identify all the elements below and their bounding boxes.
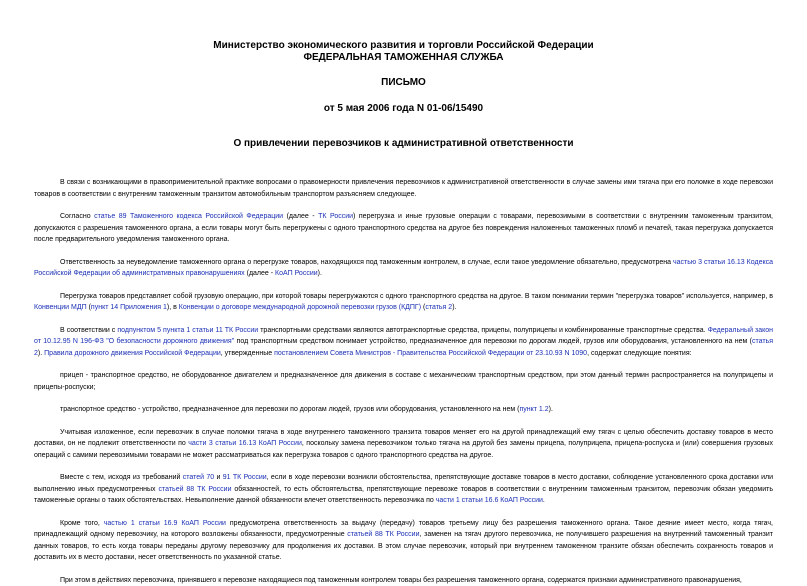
paragraph-text: , если в ходе перевозки возникли обстоятельства, препятствующие доставке товаров в место доставки, соблюдение установленного срока доставки или выполнению иных предусмотренных <box>34 474 773 493</box>
paragraph <box>34 177 773 200</box>
law-reference-link[interactable]: частью 3 статьи 16.13 Кодекса Российской Федерации об административных правонарушениях <box>34 259 773 278</box>
law-reference-link[interactable]: Конвенции МДП <box>34 304 87 311</box>
paragraph <box>34 575 773 586</box>
paragraph-text: , утвержденные <box>221 350 274 357</box>
paragraph-text: ). <box>452 304 456 311</box>
paragraph-text: прицеп - транспортное средство, не оборудованное двигателем и предназначенное для движения в составе с механическим транспортным средством, при этом данный термин распространяется на полуприцепы и прицепы-роспуски; <box>34 372 773 391</box>
paragraph-text: Перегрузка товаров представляет собой грузовую операцию, при которой товары перегружаются с одного транспортного средства на другое. В таком понимании термин "перегрузка товаров" используется, например, в <box>60 293 773 300</box>
document-date-number: от 5 мая 2006 года N 01-06/15490 <box>34 103 773 115</box>
paragraph <box>34 257 773 280</box>
paragraph-text: транспортными средствами являются автотранспортные средства, прицепы, полуприцепы и комбинированные транспортные средства. <box>258 327 707 334</box>
paragraph-text: , поскольку замена перевозчиком только тягача на другой без замены прицепа, полуприцепа, прицепа-роспуска и (или) совершения грузовых операций с самими перевозимыми товарами не может рассматриваться как перегрузка товаров с одного транспортного средства на другое. <box>34 440 773 459</box>
paragraph <box>34 325 773 360</box>
paragraph-text: ), в <box>167 304 179 311</box>
ministry-name: Министерство экономического развития и торговли Российской Федерации <box>34 40 773 52</box>
paragraph <box>34 404 773 416</box>
document-page <box>34 0 773 586</box>
paragraph-text: Согласно <box>60 213 94 220</box>
paragraph-text: В соответствии с <box>60 327 117 334</box>
paragraph-text: , заменен на тягач другого перевозчика, не получившего разрешения на внутренний таможенный транзит данных товаров, то есть когда товары переданы другому перевозчику для продолжения их доставки. В этом случае перевозчик, который при внутреннем таможенном транзите обязан обеспечить сохранность товаров и доставить их в место доставки, несет ответственность по указанной статье. <box>34 531 773 561</box>
document-type: ПИСЬМО <box>34 77 773 89</box>
paragraph-text: Кроме того, <box>60 520 104 527</box>
paragraph <box>34 427 773 462</box>
paragraph-text: Ответственность за неуведомление таможенного органа о перегрузке товаров, находящихся под таможенным контролем, в случае, если такое уведомление обязательно, предусмотрена <box>60 259 673 266</box>
law-reference-link[interactable]: пункт 14 Приложения 1 <box>91 304 167 311</box>
law-reference-link[interactable]: Правила дорожного движения Российской Федерации <box>44 350 221 357</box>
paragraph-text: ). <box>549 406 553 413</box>
law-reference-link[interactable]: пункт 1.2 <box>519 406 548 413</box>
paragraph-text: , содержат следующие понятия: <box>587 350 692 357</box>
paragraph-text: и <box>214 474 223 481</box>
service-name: ФЕДЕРАЛЬНАЯ ТАМОЖЕННАЯ СЛУЖБА <box>34 52 773 64</box>
law-reference-link[interactable]: части 3 статьи 16.13 КоАП России <box>188 440 302 447</box>
law-reference-link[interactable]: ТК России <box>318 213 353 220</box>
paragraph-text: В связи с возникающими в правоприменительной практике вопросами о правомерности привлечения перевозчиков к административной ответственности в случае замены ими тягача при его поломке в ходе перевозки товаров в соответствии с внутренним таможенным транзитом автомобильным транспортом разъясняем следующее. <box>34 179 773 198</box>
law-reference-link[interactable]: подпунктом 5 пункта 1 статьи 11 ТК России <box>117 327 258 334</box>
law-reference-link[interactable]: статьей 88 ТК России <box>158 486 231 493</box>
paragraph-text: (далее - <box>283 213 318 220</box>
paragraph-text: ). <box>318 270 322 277</box>
paragraph-text: обязанностей, то есть обстоятельства, препятствующие перевозке товаров в соответствии с внутренним таможенным транзитом, перевозчик обязан уведомить таможенные органы о таких обстоятельствах. Невыполнение данной обязанности влечет ответственность перевозчика по <box>34 486 773 505</box>
paragraph-text: ( <box>87 304 91 311</box>
document-header <box>34 40 773 150</box>
law-reference-link[interactable]: статья 2 <box>425 304 452 311</box>
document-subject: О привлечении перевозчиков к административной ответственности <box>34 138 773 150</box>
law-reference-link[interactable]: частью 1 статьи 16.9 КоАП России <box>104 520 226 527</box>
paragraph-text: ( <box>421 304 425 311</box>
paragraph-text: под транспортным средством понимает устройство, предназначенное для перевозки по дорогам людей, грузов или оборудования, установленного на нем ( <box>234 338 752 345</box>
paragraph <box>34 211 773 246</box>
law-reference-link[interactable]: постановлением Совета Министров - Правительства Российской Федерации от 23.10.93 N 1090 <box>274 350 587 357</box>
law-reference-link[interactable]: статье 89 Таможенного кодекса Российской Федерации <box>94 213 283 220</box>
paragraph-text: (далее - <box>245 270 275 277</box>
law-reference-link[interactable]: статья 2 <box>34 338 773 357</box>
law-reference-link[interactable]: Федеральный закон от 10.12.95 N 196-ФЗ "О безопасности дорожного движения" <box>34 327 773 346</box>
paragraph-text: При этом в действиях перевозчика, принявшего к перевозке находящиеся под таможенным контролем товары без разрешения таможенного органа, содержатся признаки административного правонарушения, <box>60 577 742 584</box>
paragraph-text: транспортное средство - устройство, предназначенное для перевозки по дорогам людей, грузов или оборудования, установленного на нем ( <box>60 406 519 413</box>
document-body <box>34 177 773 586</box>
paragraph <box>34 291 773 314</box>
paragraph-text: предусмотрена ответственность за выдачу (передачу) товаров третьему лицу без разрешения таможенного органа. Такое деяние имеет место, когда тягач, принадлежащий одному перевозчику, на которого возложены обязанности, предусмотренные <box>34 520 773 539</box>
paragraph-text: Учитывая изложенное, если перевозчик в случае поломки тягача в ходе внутреннего таможенного транзита товаров меняет его на другой принадлежащий ему тягач с целью обеспечить доставку товаров в место доставки, он не подлежит ответственности по <box>34 429 773 448</box>
paragraph <box>34 472 773 507</box>
law-reference-link[interactable]: 91 ТК России <box>223 474 267 481</box>
law-reference-link[interactable]: части 1 статьи 16.6 КоАП России <box>436 497 543 504</box>
paragraph-text: . <box>543 497 545 504</box>
law-reference-link[interactable]: Конвенции о договоре международной дорожной перевозки грузов (КДПГ) <box>179 304 421 311</box>
paragraph-text: ). <box>38 350 44 357</box>
law-reference-link[interactable]: статьей 88 ТК России <box>347 531 419 538</box>
paragraph <box>34 518 773 564</box>
paragraph-text: Вместе с тем, исходя из требований <box>60 474 183 481</box>
paragraph-text: ) перегрузка и иные грузовые операции с товарами, перевозимыми в соответствии с внутренним таможенным транзитом, допускаются с разрешения таможенного органа, а если товары могут быть перегружены с одного транспортного средства на другое без повреждения наложенных таможенных пломб и печатей, такая перегрузка допускается после предварительного уведомления таможенного органа. <box>34 213 773 243</box>
law-reference-link[interactable]: КоАП России <box>275 270 318 277</box>
law-reference-link[interactable]: статей 70 <box>183 474 214 481</box>
paragraph <box>34 370 773 393</box>
